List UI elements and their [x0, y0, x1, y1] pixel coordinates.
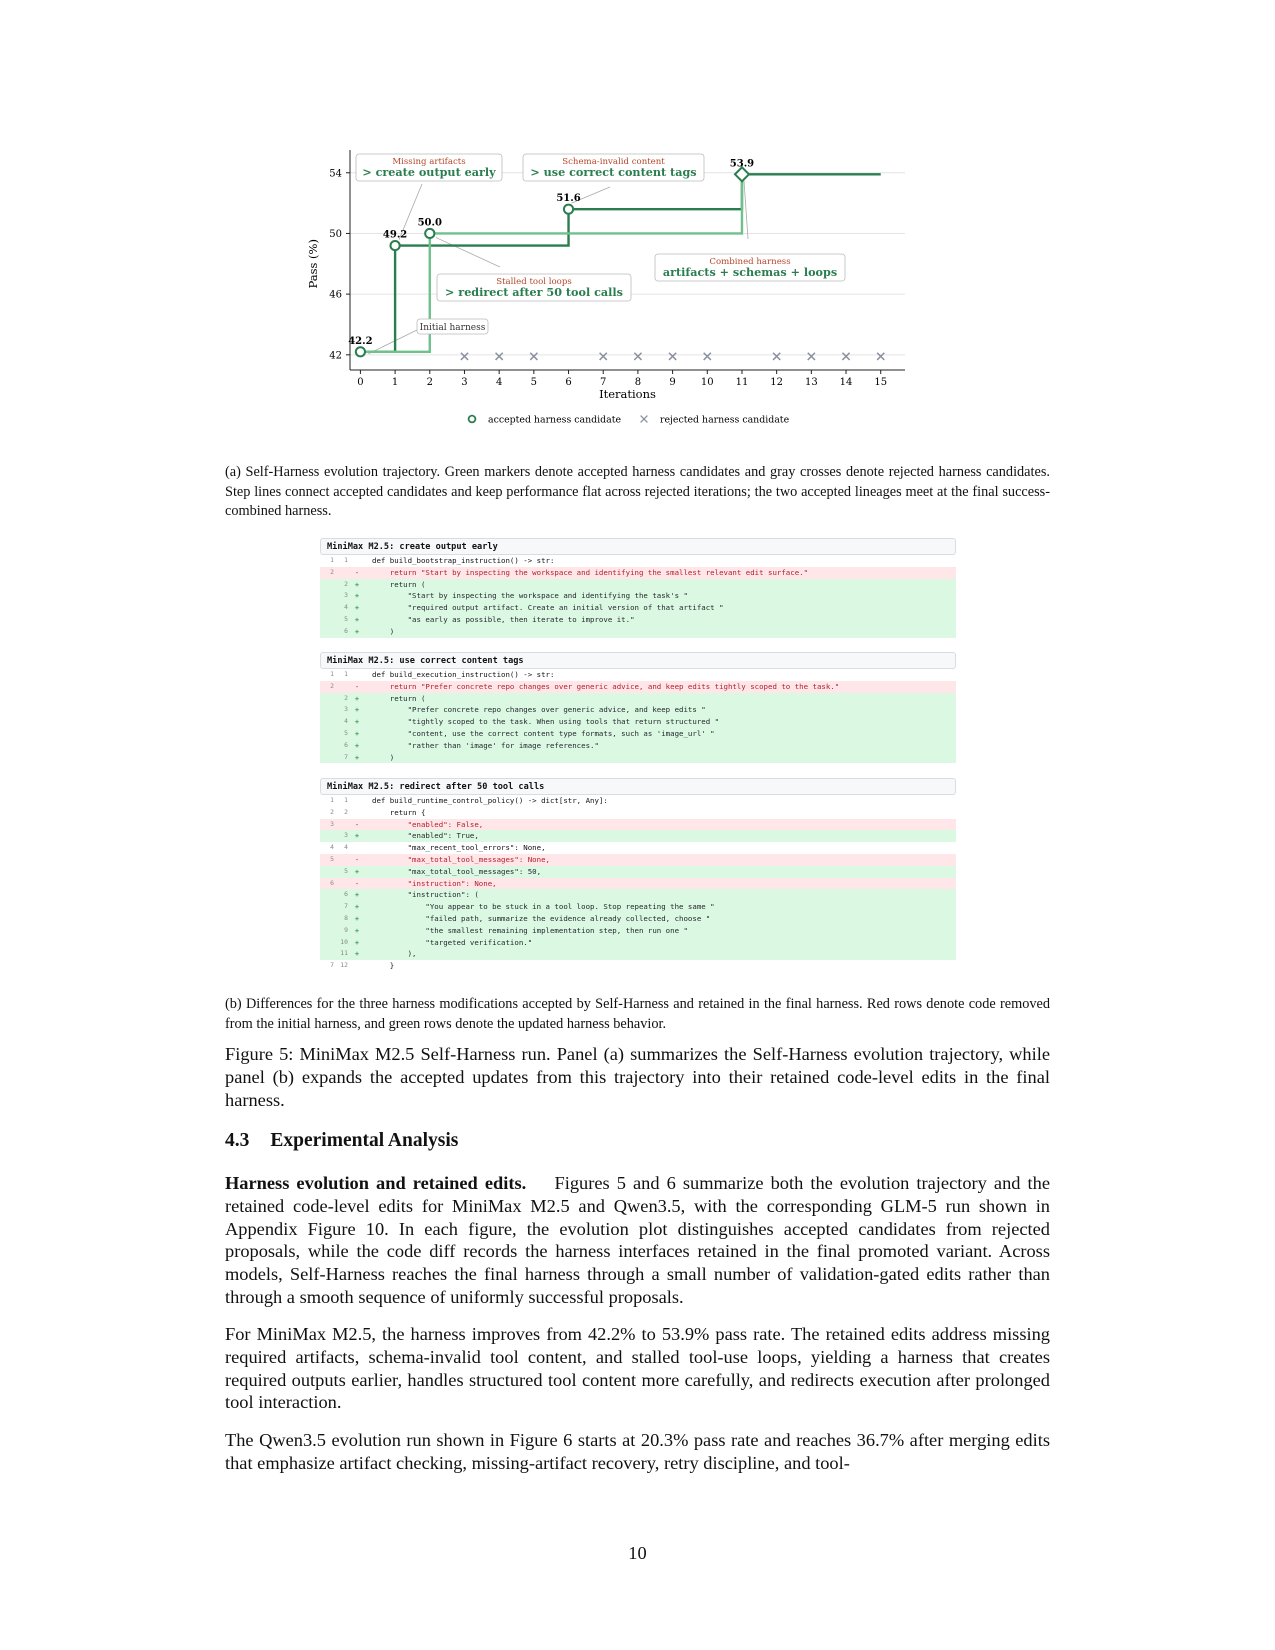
x-tick-label: 6: [565, 377, 572, 388]
diff-sign: +: [354, 902, 360, 912]
section-number: 4.3: [225, 1130, 250, 1151]
diff-row-added: [320, 889, 956, 901]
diff-block-redirect: [320, 778, 956, 972]
new-line-number: 3: [344, 591, 348, 600]
diff-sign: [348, 842, 366, 854]
paragraph-1: [225, 1172, 1050, 1309]
diff-code: "instruction": (: [372, 890, 479, 900]
diff-sign: +: [354, 626, 360, 636]
diff-row-removed: [320, 854, 956, 866]
old-line-number: [320, 925, 334, 937]
old-line-number: [320, 901, 334, 913]
annotation-sub: Combined harness: [709, 257, 791, 267]
diff-code: }: [372, 961, 395, 971]
old-line-number: 1: [330, 796, 334, 804]
diff-sign: +: [354, 890, 360, 900]
old-line-number: 2: [330, 807, 334, 816]
old-line-number: [320, 590, 334, 602]
new-line-number: [334, 819, 348, 831]
diff-row-added: [320, 866, 956, 878]
diff-sign: [348, 960, 366, 972]
new-line-number: 2: [344, 807, 348, 816]
diff-code: "tightly scoped to the task. When using tools that return structured ": [372, 717, 720, 727]
new-line-number: 1: [344, 556, 348, 564]
x-tick-label: 11: [735, 377, 749, 388]
diff-sign: +: [354, 717, 360, 727]
diff-code: "required output artifact. Create an initial version of that artifact ": [372, 603, 724, 613]
new-line-number: 1: [344, 670, 348, 678]
value-label: 53.9: [729, 158, 755, 170]
caption-b: (b) Differences for the three harness modifications accepted by Self-Harness and retained in the final harness. Red rows denote code removed from the initial harness, and green rows denote the updated harness behavior.: [225, 996, 1050, 1032]
new-line-number: 6: [344, 626, 348, 635]
diff-row-removed: [320, 681, 956, 693]
x-tick-label: 1: [391, 377, 399, 388]
old-line-number: [320, 752, 334, 764]
rejected-marker: [530, 353, 537, 360]
diff-sign: [348, 669, 366, 681]
new-line-number: 1: [344, 796, 348, 804]
evolution-chart: [300, 150, 980, 450]
x-axis-label: Iterations: [599, 387, 656, 401]
annotation-connector: [368, 330, 417, 354]
diff-sign: -: [354, 567, 360, 577]
annotation-sub: Schema-invalid content: [562, 157, 665, 167]
diff-code: ): [372, 626, 395, 636]
value-label: 51.6: [556, 193, 581, 205]
new-line-number: 2: [344, 693, 348, 702]
new-line-number: 7: [344, 752, 348, 761]
diff-sign: [348, 555, 366, 567]
diff-sign: -: [354, 681, 360, 691]
diff-block-content-tags: [320, 652, 956, 763]
old-line-number: 3: [330, 819, 334, 828]
diff-sign: +: [354, 728, 360, 738]
diff-code: "as early as possible, then iterate to improve it.": [372, 614, 635, 624]
new-line-number: [334, 854, 348, 866]
rejected-marker: [808, 353, 815, 360]
new-line-number: 3: [344, 705, 348, 714]
old-line-number: 2: [330, 681, 334, 690]
new-line-number: 11: [340, 949, 348, 958]
diff-row-added: [320, 602, 956, 614]
rejected-marker: [461, 353, 468, 360]
paragraph-2: For MiniMax M2.5, the harness improves from 42.2% to 53.9% pass rate. The retained edits address missing required artifacts, schema-invalid tool content, and stalled tool-use loops, yielding a harness that creates required outputs earlier, handles structured tool content more carefully, and redirects execution after prolonged tool interaction.: [225, 1324, 1050, 1413]
value-label: 42.2: [348, 335, 373, 347]
x-tick-label: 10: [700, 377, 714, 388]
legend-accepted-marker: [469, 416, 476, 423]
diff-row-added: [320, 740, 956, 752]
old-line-number: 6: [330, 878, 334, 887]
diff-code: "Start by inspecting the workspace and identifying the task's ": [372, 591, 688, 601]
diff-sign: +: [354, 866, 360, 876]
diff-sign: -: [354, 819, 360, 829]
diff-row-added: [320, 830, 956, 842]
diff-row-added: [320, 728, 956, 740]
x-tick-label: 8: [634, 377, 642, 388]
annotation-main: > redirect after 50 tool calls: [445, 285, 623, 299]
x-tick-label: 15: [874, 377, 888, 388]
new-line-number: 5: [344, 866, 348, 875]
diff-code: "the smallest remaining implementation step, then run one ": [372, 925, 688, 935]
old-line-number: 5: [330, 854, 334, 863]
annotation-sub: Missing artifacts: [392, 157, 466, 167]
x-tick-label: 12: [770, 377, 784, 388]
diff-code: "Prefer concrete repo changes over generic advice, and keep edits ": [372, 705, 706, 715]
diff-sign: +: [354, 591, 360, 601]
diff-row-removed: [320, 567, 956, 579]
new-line-number: 7: [344, 902, 348, 911]
rejected-marker: [496, 353, 503, 360]
caption-a: (a) Self-Harness evolution trajectory. Green markers denote accepted harness candidates and gray crosses denote rejected harness candidates. Step lines connect accepted candidates and keep performance flat across rejected iterations; the two accepted lineages meet at the final success-combined harness.: [225, 464, 1050, 519]
diff-code: "enabled": False,: [372, 819, 484, 829]
diff-code: def build_bootstrap_instruction() -> str:: [372, 556, 555, 565]
y-axis-label: Pass (%): [306, 239, 320, 289]
diff-row-added: [320, 614, 956, 626]
diff-row-added: [320, 716, 956, 728]
new-line-number: 12: [340, 961, 348, 970]
diff-code: "max_recent_tool_errors": None,: [372, 843, 546, 853]
x-tick-label: 0: [357, 377, 364, 388]
page-number: 10: [628, 1543, 647, 1563]
diff-code: "failed path, summarize the evidence already collected, choose ": [372, 913, 711, 923]
annotation-sub: Stalled tool loops: [496, 277, 572, 287]
diff-code: return "Start by inspecting the workspace and identifying the smallest relevant edit surface.": [372, 567, 809, 577]
diff-row-added: [320, 590, 956, 602]
old-line-number: [320, 614, 334, 626]
new-line-number: 5: [344, 614, 348, 623]
y-tick-label: 50: [329, 228, 342, 240]
section-heading: [225, 1130, 458, 1152]
new-line-number: [334, 681, 348, 693]
diff-code: "instruction": None,: [372, 878, 497, 888]
old-line-number: [320, 948, 334, 960]
diff-block-create-output: [320, 538, 956, 638]
diff-code: "enabled": True,: [372, 831, 479, 841]
rejected-marker: [669, 353, 676, 360]
annotation-main: > create output early: [362, 165, 496, 179]
old-line-number: 4: [330, 843, 334, 852]
diff-row-removed: [320, 819, 956, 831]
diff-row-added: [320, 948, 956, 960]
old-line-number: [320, 937, 334, 949]
diff-code: "rather than 'image' for image references.": [372, 740, 599, 750]
diff-code: return (: [372, 693, 426, 703]
diff-row-context: [320, 669, 956, 681]
diff-code: "max_total_tool_messages": None,: [372, 854, 550, 864]
rejected-marker: [842, 353, 849, 360]
rejected-marker: [877, 353, 884, 360]
diff-row-context: [320, 555, 956, 567]
old-line-number: [320, 740, 334, 752]
new-line-number: 4: [344, 603, 348, 612]
diff-row-added: [320, 579, 956, 591]
diff-row-removed: [320, 878, 956, 890]
diff-sign: [348, 795, 366, 807]
old-line-number: [320, 602, 334, 614]
x-tick-label: 14: [839, 377, 853, 388]
old-line-number: [320, 716, 334, 728]
diff-sign: -: [354, 878, 360, 888]
diff-sign: +: [354, 913, 360, 923]
paragraph-lead: Harness evolution and retained edits.: [225, 1173, 527, 1193]
x-tick-label: 7: [600, 377, 607, 388]
diff-code: return "Prefer concrete repo changes over generic advice, and keep edits tightly scoped to the task.": [372, 681, 840, 691]
old-line-number: [320, 579, 334, 591]
diff-code: "content, use the correct content type formats, such as 'image_url' ": [372, 728, 715, 738]
new-line-number: 9: [344, 925, 348, 934]
diff-row-added: [320, 693, 956, 705]
legend-rejected-marker: [641, 416, 648, 423]
diff-sign: +: [354, 705, 360, 715]
accepted-marker: [356, 347, 365, 356]
diff-code: ),: [372, 949, 417, 959]
final-marker: [735, 167, 749, 181]
diff-row-added: [320, 704, 956, 716]
old-line-number: [320, 626, 334, 638]
diff-code: def build_execution_instruction() -> str:: [372, 670, 555, 679]
paragraph-1-text: Figures 5 and 6 summarize both the evolution trajectory and the retained code-level edits for MiniMax M2.5 and Qwen3.5, with the corresponding GLM-5 run shown in Appendix Figure 10. In each figure, the evolution plot distinguishes accepted candidates from rejected proposals, while the code diff records the harness interfaces retained in the final promoted variant. Across models, Self-Harness reaches the final harness through a small number of validation-gated edits rather than through a smooth sequence of uniformly successful proposals.: [225, 1173, 1050, 1307]
old-line-number: [320, 913, 334, 925]
rejected-marker: [600, 353, 607, 360]
x-tick-label: 5: [530, 377, 538, 388]
old-line-number: [320, 866, 334, 878]
annotation-main: artifacts + schemas + loops: [662, 265, 838, 279]
y-tick-label: 46: [329, 289, 342, 301]
new-line-number: 2: [344, 579, 348, 588]
new-line-number: 4: [344, 843, 348, 852]
annotation-main: Initial harness: [419, 323, 486, 333]
diff-code: return (: [372, 579, 426, 589]
diff-code: "You appear to be stuck in a tool loop. Stop repeating the same ": [372, 902, 715, 912]
new-line-number: 4: [344, 717, 348, 726]
diff-row-context: [320, 960, 956, 972]
value-label: 50.0: [417, 217, 442, 229]
diff-sign: +: [354, 579, 360, 589]
diff-sign: +: [354, 740, 360, 750]
diff-sign: +: [354, 925, 360, 935]
annotation-main: > use correct content tags: [530, 165, 697, 179]
new-line-number: [334, 878, 348, 890]
diff-sign: +: [354, 693, 360, 703]
paragraph-3: The Qwen3.5 evolution run shown in Figure 6 starts at 20.3% pass rate and reaches 36.7% after merging edits that emphasize artifact checking, missing-artifact recovery, retry discipline, and tool-: [225, 1430, 1050, 1473]
section-title: Experimental Analysis: [270, 1130, 459, 1151]
legend-accepted-label: accepted harness candidate: [488, 414, 622, 426]
diff-code: "targeted verification.": [372, 937, 533, 947]
diff-row-added: [320, 925, 956, 937]
diff-title: MiniMax M2.5: redirect after 50 tool calls: [320, 778, 956, 795]
x-tick-label: 3: [461, 377, 468, 388]
diff-code: "max_total_tool_messages": 50,: [372, 866, 542, 876]
diff-sign: +: [354, 937, 360, 947]
figure-caption: Figure 5: MiniMax M2.5 Self-Harness run. Panel (a) summarizes the Self-Harness evolution trajectory, while panel (b) expands the accepted updates from this trajectory into their retained code-level edits in the final harness.: [225, 1044, 1050, 1110]
diff-row-added: [320, 913, 956, 925]
x-tick-label: 4: [495, 377, 503, 388]
old-line-number: 1: [330, 556, 334, 564]
old-line-number: [320, 693, 334, 705]
x-tick-label: 2: [426, 377, 433, 388]
diff-row-added: [320, 752, 956, 764]
new-line-number: 8: [344, 913, 348, 922]
diff-row-added: [320, 626, 956, 638]
accepted-marker: [390, 241, 399, 250]
rejected-marker: [704, 353, 711, 360]
accepted-marker: [425, 229, 434, 238]
old-line-number: [320, 830, 334, 842]
diff-row-added: [320, 937, 956, 949]
diff-row-added: [320, 901, 956, 913]
diff-row-context: [320, 807, 956, 819]
diff-row-context: [320, 842, 956, 854]
rejected-marker: [773, 353, 780, 360]
y-tick-label: 42: [329, 350, 342, 362]
x-tick-label: 9: [669, 377, 676, 388]
rejected-marker: [634, 353, 641, 360]
old-line-number: 2: [330, 567, 334, 576]
diff-sign: -: [354, 854, 360, 864]
diff-code: ): [372, 752, 395, 762]
annotation-connector: [436, 237, 500, 267]
old-line-number: [320, 704, 334, 716]
new-line-number: 10: [340, 937, 348, 946]
diff-sign: +: [354, 752, 360, 762]
annotation-connector: [744, 180, 748, 239]
old-line-number: 7: [330, 961, 334, 970]
y-tick-label: 54: [329, 168, 342, 180]
accepted-marker: [564, 205, 573, 214]
diff-sign: +: [354, 614, 360, 624]
new-line-number: 6: [344, 740, 348, 749]
diff-code: def build_runtime_control_policy() -> dict[str, Any]:: [372, 796, 608, 805]
value-label: 49.2: [382, 229, 408, 241]
diff-sign: +: [354, 949, 360, 959]
new-line-number: [334, 567, 348, 579]
diff-row-context: [320, 795, 956, 807]
diff-sign: +: [354, 831, 360, 841]
old-line-number: 1: [330, 670, 334, 678]
old-line-number: [320, 889, 334, 901]
diff-sign: +: [354, 603, 360, 613]
new-line-number: 5: [344, 728, 348, 737]
diff-title: MiniMax M2.5: use correct content tags: [320, 652, 956, 669]
old-line-number: [320, 728, 334, 740]
diff-title: MiniMax M2.5: create output early: [320, 538, 956, 555]
new-line-number: 3: [344, 831, 348, 840]
x-tick-label: 13: [804, 377, 818, 388]
diff-code: return {: [372, 807, 426, 817]
diff-sign: [348, 807, 366, 819]
new-line-number: 6: [344, 890, 348, 899]
legend-rejected-label: rejected harness candidate: [660, 414, 790, 426]
